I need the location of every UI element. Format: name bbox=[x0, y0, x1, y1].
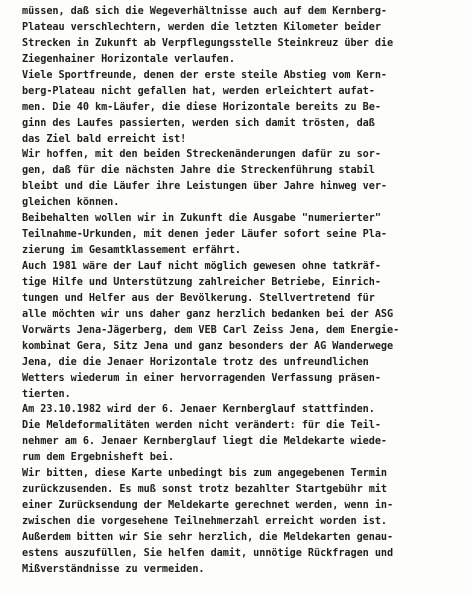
text-line: tige Hilfe und Unterstützung zahlreicher Betriebe, Einrich- bbox=[22, 276, 381, 288]
text-line: müssen, daß sich die Wegeverhältnisse auch auf dem Kernberg- bbox=[22, 6, 388, 17]
text-line: einer Zurücksendung der Meldekarte gerechnet werden, wenn in- bbox=[22, 500, 394, 512]
body-text bbox=[22, 4, 462, 578]
text-line: Strecken in Zukunft ab Verpflegungsstelle Steinkreuz über die bbox=[22, 37, 394, 49]
text-line: Die Meldeformalitäten werden nicht verändert: für die Teil- bbox=[22, 420, 381, 432]
text-line: rum dem Ergebnisheft bei. bbox=[22, 452, 175, 464]
text-line: berg-Plateau nicht gefallen hat, werden erleichtert aufat- bbox=[22, 85, 375, 97]
text-line: bleibt und die Läufer ihre Leistungen über Jahre hinweg ver- bbox=[22, 181, 388, 193]
text-line: Vorwärts Jena-Jägerberg, dem VEB Carl Zeiss Jena, dem Energie- bbox=[22, 324, 400, 336]
text-line: Wetters wiederum in einer hervorragenden Verfassung präsen- bbox=[22, 372, 381, 384]
text-line: nehmer am 6. Jenaer Kernberglauf liegt die Meldekarte wiede- bbox=[22, 436, 388, 448]
text-line: Wir hoffen, mit den beiden Streckenänderungen dafür zu sor- bbox=[22, 149, 381, 161]
text-line: das Ziel bald erreicht ist! bbox=[22, 133, 187, 145]
text-line: Auch 1981 wäre der Lauf nicht möglich gewesen ohne tatkräf- bbox=[22, 261, 381, 272]
text-line: Mißverständnisse zu vermeiden. bbox=[22, 563, 205, 575]
text-line: Wir bitten, diese Karte unbedingt bis zum angegebenen Termin bbox=[22, 468, 388, 480]
text-line: Außerdem bitten wir Sie sehr herzlich, die Meldekarten genau- bbox=[22, 531, 394, 543]
text-line: Viele Sportfreunde, denen der erste steile Abstieg vom Kern- bbox=[22, 69, 388, 81]
text-line: gleichen können. bbox=[22, 197, 120, 209]
text-line: zwischen die vorgesehene Teilnehmerzahl erreicht worden ist. bbox=[22, 516, 388, 527]
text-line: Plateau verschlechtern, werden die letzten Kilometer beider bbox=[22, 21, 381, 33]
text-line: estens auszufüllen, Sie helfen damit, unnötige Rückfragen und bbox=[22, 547, 394, 559]
text-line: Teilnahme-Urkunden, mit denen jeder Läufer sofort seine Pla- bbox=[22, 229, 388, 241]
text-line: Jena, die die Jenaer Horizontale trotz des unfreundlichen bbox=[22, 356, 369, 368]
text-line: zurückzusenden. Es muß sonst trotz bezahlter Startgebühr mit bbox=[22, 484, 388, 496]
text-line: tungen und Helfer aus der Bevölkerung. Stellvertretend für bbox=[22, 292, 375, 304]
text-line: gen, daß für die nächsten Jahre die Streckenführung stabil bbox=[22, 165, 375, 177]
text-line: ginn des Laufes passierten, werden sich damit trösten, daß bbox=[22, 117, 375, 129]
text-line: kombinat Gera, Sitz Jena und ganz besonders der AG Wanderwege bbox=[22, 340, 394, 352]
text-line: alle möchten wir uns daher ganz herzlich bedanken bei der ASG bbox=[22, 308, 394, 320]
text-line: tierten. bbox=[22, 388, 71, 400]
text-line: zierung im Gesamtklassement erfährt. bbox=[22, 245, 242, 257]
text-line: Beibehalten wollen wir in Zukunft die Ausgabe "numerierter" bbox=[22, 213, 381, 225]
text-line: Ziegenhainer Horizontale verlaufen. bbox=[22, 53, 235, 65]
text-line: men. Die 40 km-Läufer, die diese Horizontale bereits zu Be- bbox=[22, 101, 381, 113]
text-line: Am 23.10.1982 wird der 6. Jenaer Kernberglauf stattfinden. bbox=[22, 404, 375, 416]
